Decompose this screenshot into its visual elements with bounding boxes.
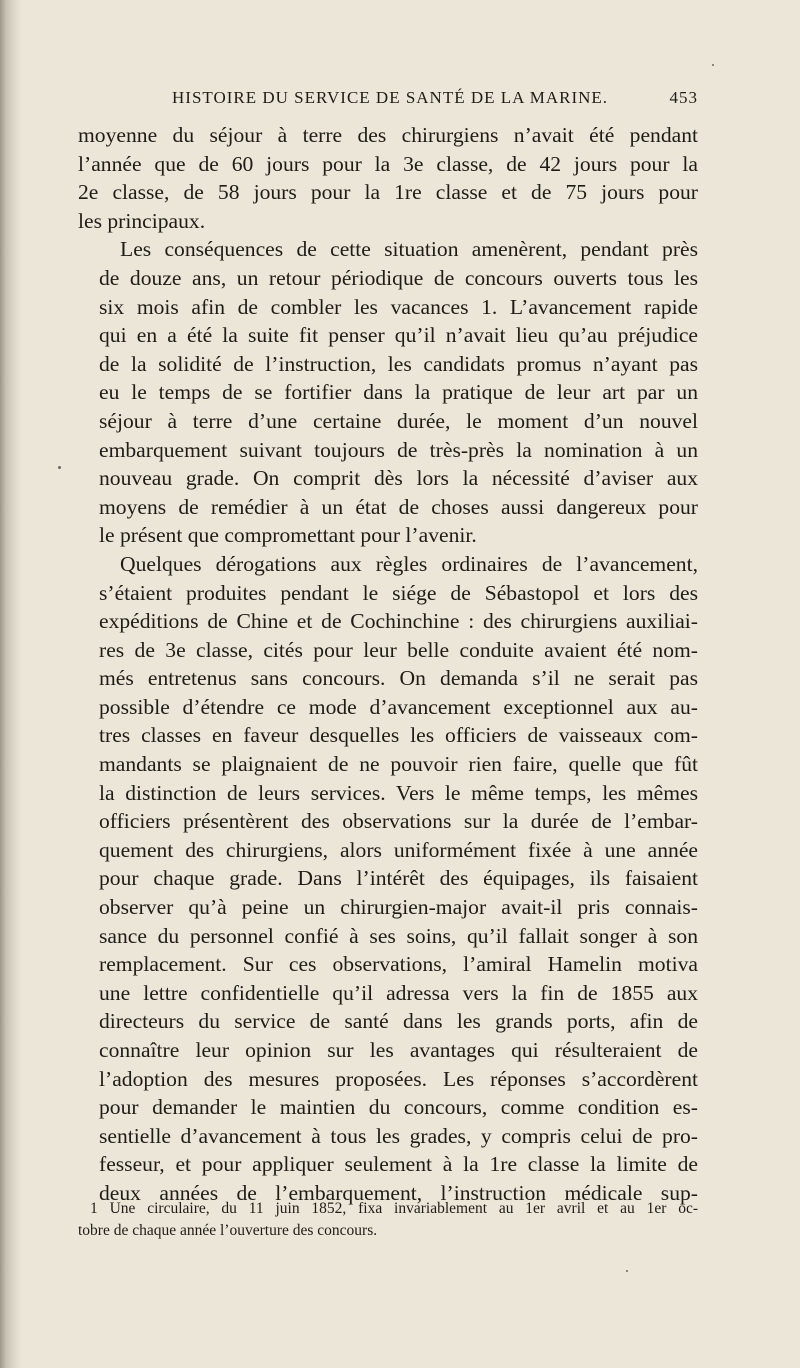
text-line: fesseur, et pour appliquer seulement à la 1re classe la limite de: [99, 1152, 698, 1177]
scan-speck: [712, 64, 714, 66]
text-line: remplacement. Sur ces observations, l’amiral Hamelin motiva: [99, 952, 698, 977]
text-line: s’étaient produites pendant le siége de Sébastopol et lors des: [99, 580, 698, 605]
text-line: Quelques dérogations aux règles ordinaires de l’avancement,: [120, 551, 698, 576]
text-line: directeurs du service de santé dans les grands ports, afin de: [99, 1009, 698, 1034]
text-line: sance du personnel confié à ses soins, qu’il fallait songer à son: [99, 923, 698, 948]
body-text: [78, 121, 698, 1208]
paragraph-3: [78, 550, 698, 1208]
text-line: pour demander le maintien du concours, comme condition es-: [99, 1095, 698, 1120]
paragraph-2: [78, 235, 698, 550]
text-line: observer qu’à peine un chirurgien-major avait-il pris connais-: [99, 895, 698, 920]
text-line: l’adoption des mesures proposées. Les réponses s’accordèrent: [99, 1066, 698, 1091]
running-title: HISTOIRE DU SERVICE DE SANTÉ DE LA MARINE.: [172, 88, 609, 107]
text-line: possible d’étendre ce mode d’avancement exceptionnel aux au-: [99, 694, 698, 719]
text-line: expéditions de Chine et de Cochinchine : des chirurgiens auxiliai-: [99, 609, 698, 634]
scan-speck: [626, 1270, 628, 1272]
text-line: quement des chirurgiens, alors uniformément fixée à une année: [99, 837, 698, 862]
text-line: connaître leur opinion sur les avantages qui résulteraient de: [99, 1038, 698, 1062]
text-line: embarquement suivant toujours de très-près la nomination à un: [99, 437, 698, 462]
text-line: qui en a été la suite fit penser qu’il n’avait lieu qu’au préjudice: [99, 323, 698, 348]
text-line: moyenne du séjour à terre des chirurgiens n’avait été pendant: [78, 123, 698, 147]
text-line: de douze ans, un retour périodique de concours ouverts tous les: [99, 265, 698, 290]
page-number: 453: [669, 88, 698, 107]
scan-speck: [58, 466, 61, 469]
text-line: deux années de l’embarquement, l’instruction médicale sup-: [99, 1180, 698, 1205]
footnote: [78, 1198, 698, 1242]
text-line: Les conséquences de cette situation amenèrent, pendant près: [120, 237, 698, 262]
text-line: res de 3e classe, cités pour leur belle conduite avaient été nom-: [99, 637, 698, 662]
text-line: tres classes en faveur desquelles les officiers de vaisseaux com-: [99, 723, 698, 748]
text-line: séjour à terre d’une certaine durée, le moment d’un nouvel: [99, 408, 698, 433]
text-line: les principaux.: [78, 208, 206, 233]
text-line: une lettre confidentielle qu’il adressa vers la fin de 1855 aux: [99, 980, 698, 1005]
text-line: la distinction de leurs services. Vers le même temps, les mêmes: [99, 780, 698, 805]
footnote-line: tobre de chaque année l’ouverture des concours.: [78, 1222, 378, 1239]
text-line: sentielle d’avancement à tous les grades, y compris celui de pro-: [99, 1123, 698, 1148]
text-line: més entretenus sans concours. On demanda s’il ne serait pas: [99, 666, 698, 691]
text-line: nouveau grade. On comprit dès lors la nécessité d’aviser aux: [99, 466, 698, 491]
paragraph-1: [78, 121, 698, 235]
text-line: 2e classe, de 58 jours pour la 1re classe et de 75 jours pour: [78, 180, 698, 205]
running-head: [80, 88, 698, 112]
text-line: six mois afin de combler les vacances 1. L’avancement rapide: [99, 294, 698, 319]
text-line: mandants se plaignaient de ne pouvoir rien faire, quelle que fût: [99, 752, 698, 777]
text-line: le présent que compromettant pour l’avenir.: [99, 523, 477, 548]
text-line: de la solidité de l’instruction, les candidats promus n’ayant pas: [99, 351, 698, 376]
footnote-line: 1 Une circulaire, du 11 juin 1852, fixa invariablement au 1er avril et au 1er oc-: [90, 1200, 698, 1217]
text-line: eu le temps de se fortifier dans la pratique de leur art par un: [99, 380, 698, 405]
text-line: pour chaque grade. Dans l’intérêt des équipages, ils faisaient: [99, 866, 698, 891]
text-line: moyens de remédier à un état de choses aussi dangereux pour: [99, 494, 698, 519]
text-line: officiers présentèrent des observations sur la durée de l’embar-: [99, 809, 698, 834]
text-line: l’année que de 60 jours pour la 3e classe, de 42 jours pour la: [78, 151, 698, 176]
